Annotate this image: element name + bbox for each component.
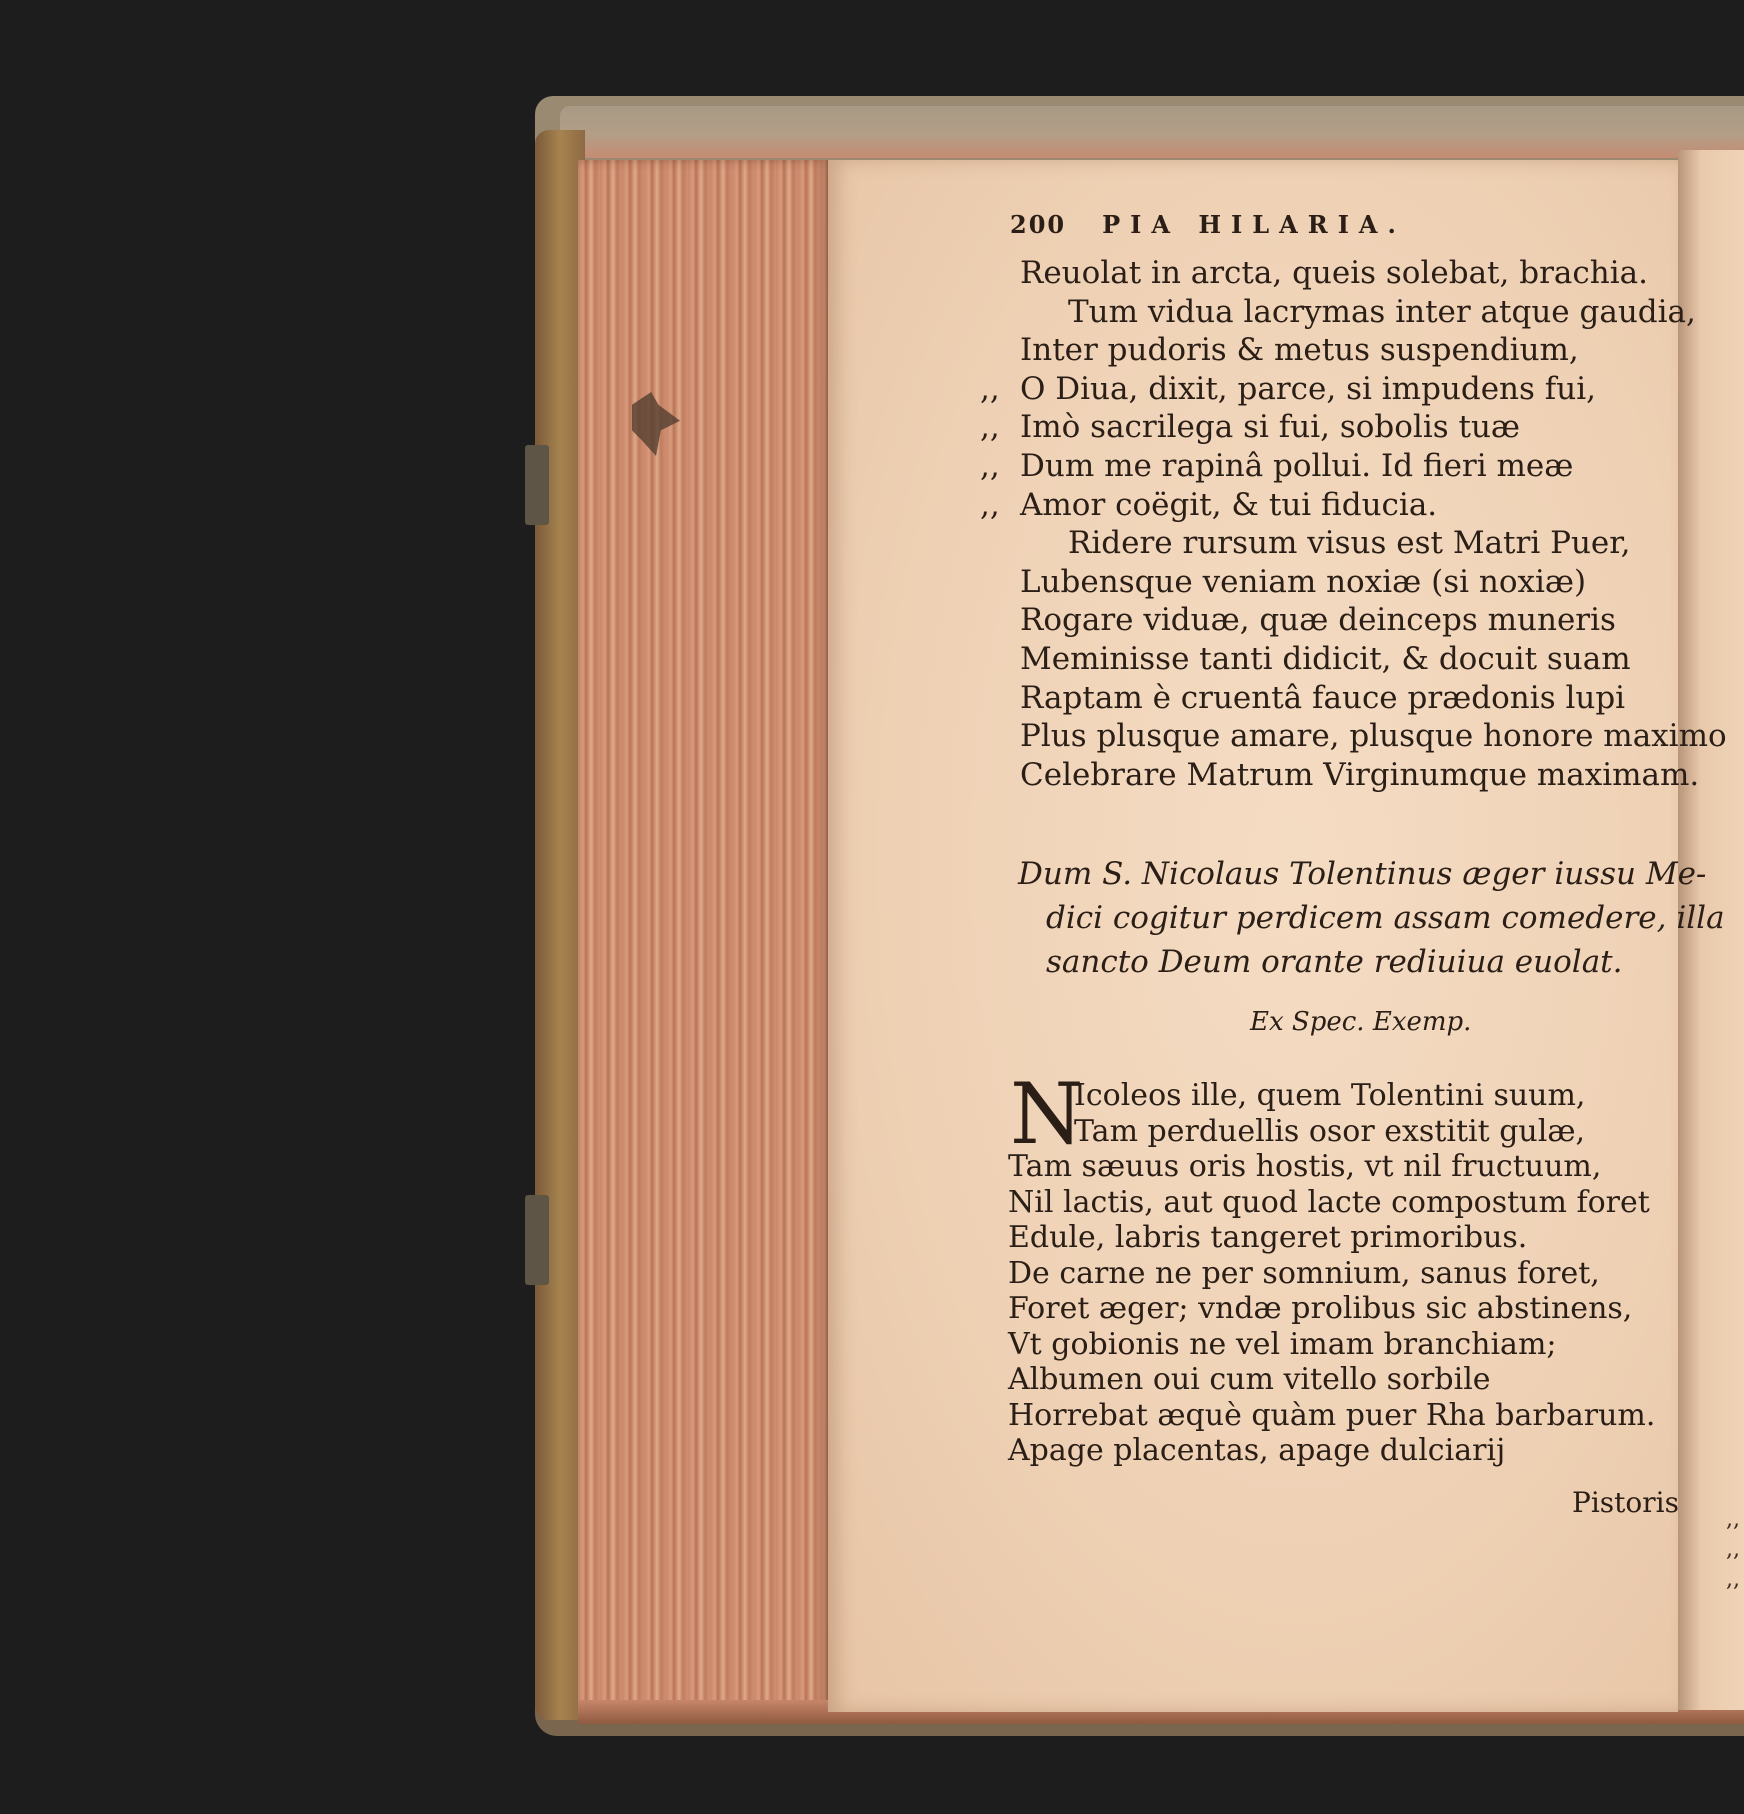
facing-mark: ,, (1726, 1567, 1740, 1592)
verse-line: Raptam è cruentâ fauce prædonis lupi (1020, 679, 1626, 716)
verse-line: ,, Dum me rapinâ pollui. Id fieri meæ (980, 447, 1574, 484)
verse-line: Ridere rursum visus est Matri Puer, (1068, 525, 1631, 562)
running-title: PIA HILARIA. (1102, 210, 1406, 239)
clasp-lower (525, 1195, 549, 1285)
verse-line: Edule, labris tangeret primoribus. (1008, 1220, 1528, 1255)
verse-line: Tam perduellis osor exstitit gulæ, (1074, 1113, 1586, 1149)
verse-line: Albumen oui cum vitello sorbile (1008, 1362, 1491, 1397)
verse-line: Tam sæuus oris hostis, vt nil fructuum, (1008, 1149, 1602, 1184)
catchword: Pistoris (1572, 1486, 1679, 1519)
verse-line: Foret æger; vndæ prolibus sic abstinens, (1008, 1291, 1633, 1326)
facing-mark: ,, (1726, 1537, 1740, 1562)
poem-new (1008, 1078, 1655, 1469)
verse-line: Celebrare Matrum Virginumque maximam. (1020, 756, 1700, 793)
verse-line: Vt gobionis ne vel imam branchiam; (1008, 1326, 1557, 1362)
verse-line: Icoleos ille, quem Tolentini suum, (1074, 1078, 1586, 1113)
verse-line: De carne ne per somnium, sanus foret, (1008, 1255, 1600, 1291)
heading-line: dici cogitur perdicem assam comedere, illa (1046, 900, 1725, 936)
verse-line: Plus plusque amare, plusque honore maximo (1020, 718, 1727, 755)
verse-line: ,, Imò sacrilega si fui, sobolis tuæ (980, 409, 1521, 446)
verse-line: ,, O Diua, dixit, parce, si impudens fui, (980, 370, 1596, 407)
section-heading (1018, 852, 1725, 984)
clasp-upper (525, 445, 549, 525)
source-note: Ex Spec. Exemp. (1250, 1007, 1472, 1037)
verse-line: Apage placentas, apage dulciarij (1008, 1433, 1506, 1468)
page-number: 200 (1010, 210, 1067, 239)
verse-line: Rogare viduæ, quæ deinceps muneris (1020, 602, 1616, 639)
verse-line: Tum vidua lacrymas inter atque gaudia, (1068, 293, 1696, 330)
verse-line: Horrebat æquè quàm puer Rha barbarum. (1008, 1397, 1656, 1433)
verse-line: Lubensque veniam noxiæ (si noxiæ) (1020, 563, 1587, 600)
verse-line: Reuolat in arcta, queis solebat, brachia. (1020, 255, 1648, 291)
verse-line: Meminisse tanti didicit, & docuit suam (1020, 640, 1631, 677)
page-block-edge (578, 160, 830, 1720)
heading-line: Dum S. Nicolaus Tolentinus æger iussu Me- (1018, 856, 1707, 892)
book-top-edge (560, 106, 1744, 158)
poem-continuation (980, 254, 1727, 794)
heading-line: sancto Deum orante rediuiua euolat. (1046, 944, 1623, 980)
facing-mark: ,, (1726, 1507, 1740, 1532)
verse-line: Nil lactis, aut quod lacte compostum foret (1008, 1184, 1650, 1220)
running-header (1010, 210, 1406, 239)
verse-line: Inter pudoris & metus suspendium, (1020, 332, 1579, 369)
facing-page-marks (1726, 1505, 1742, 1595)
drop-cap: N (1010, 1065, 1084, 1163)
verse-line: ,, Amor coëgit, & tui fiducia. (980, 486, 1438, 523)
